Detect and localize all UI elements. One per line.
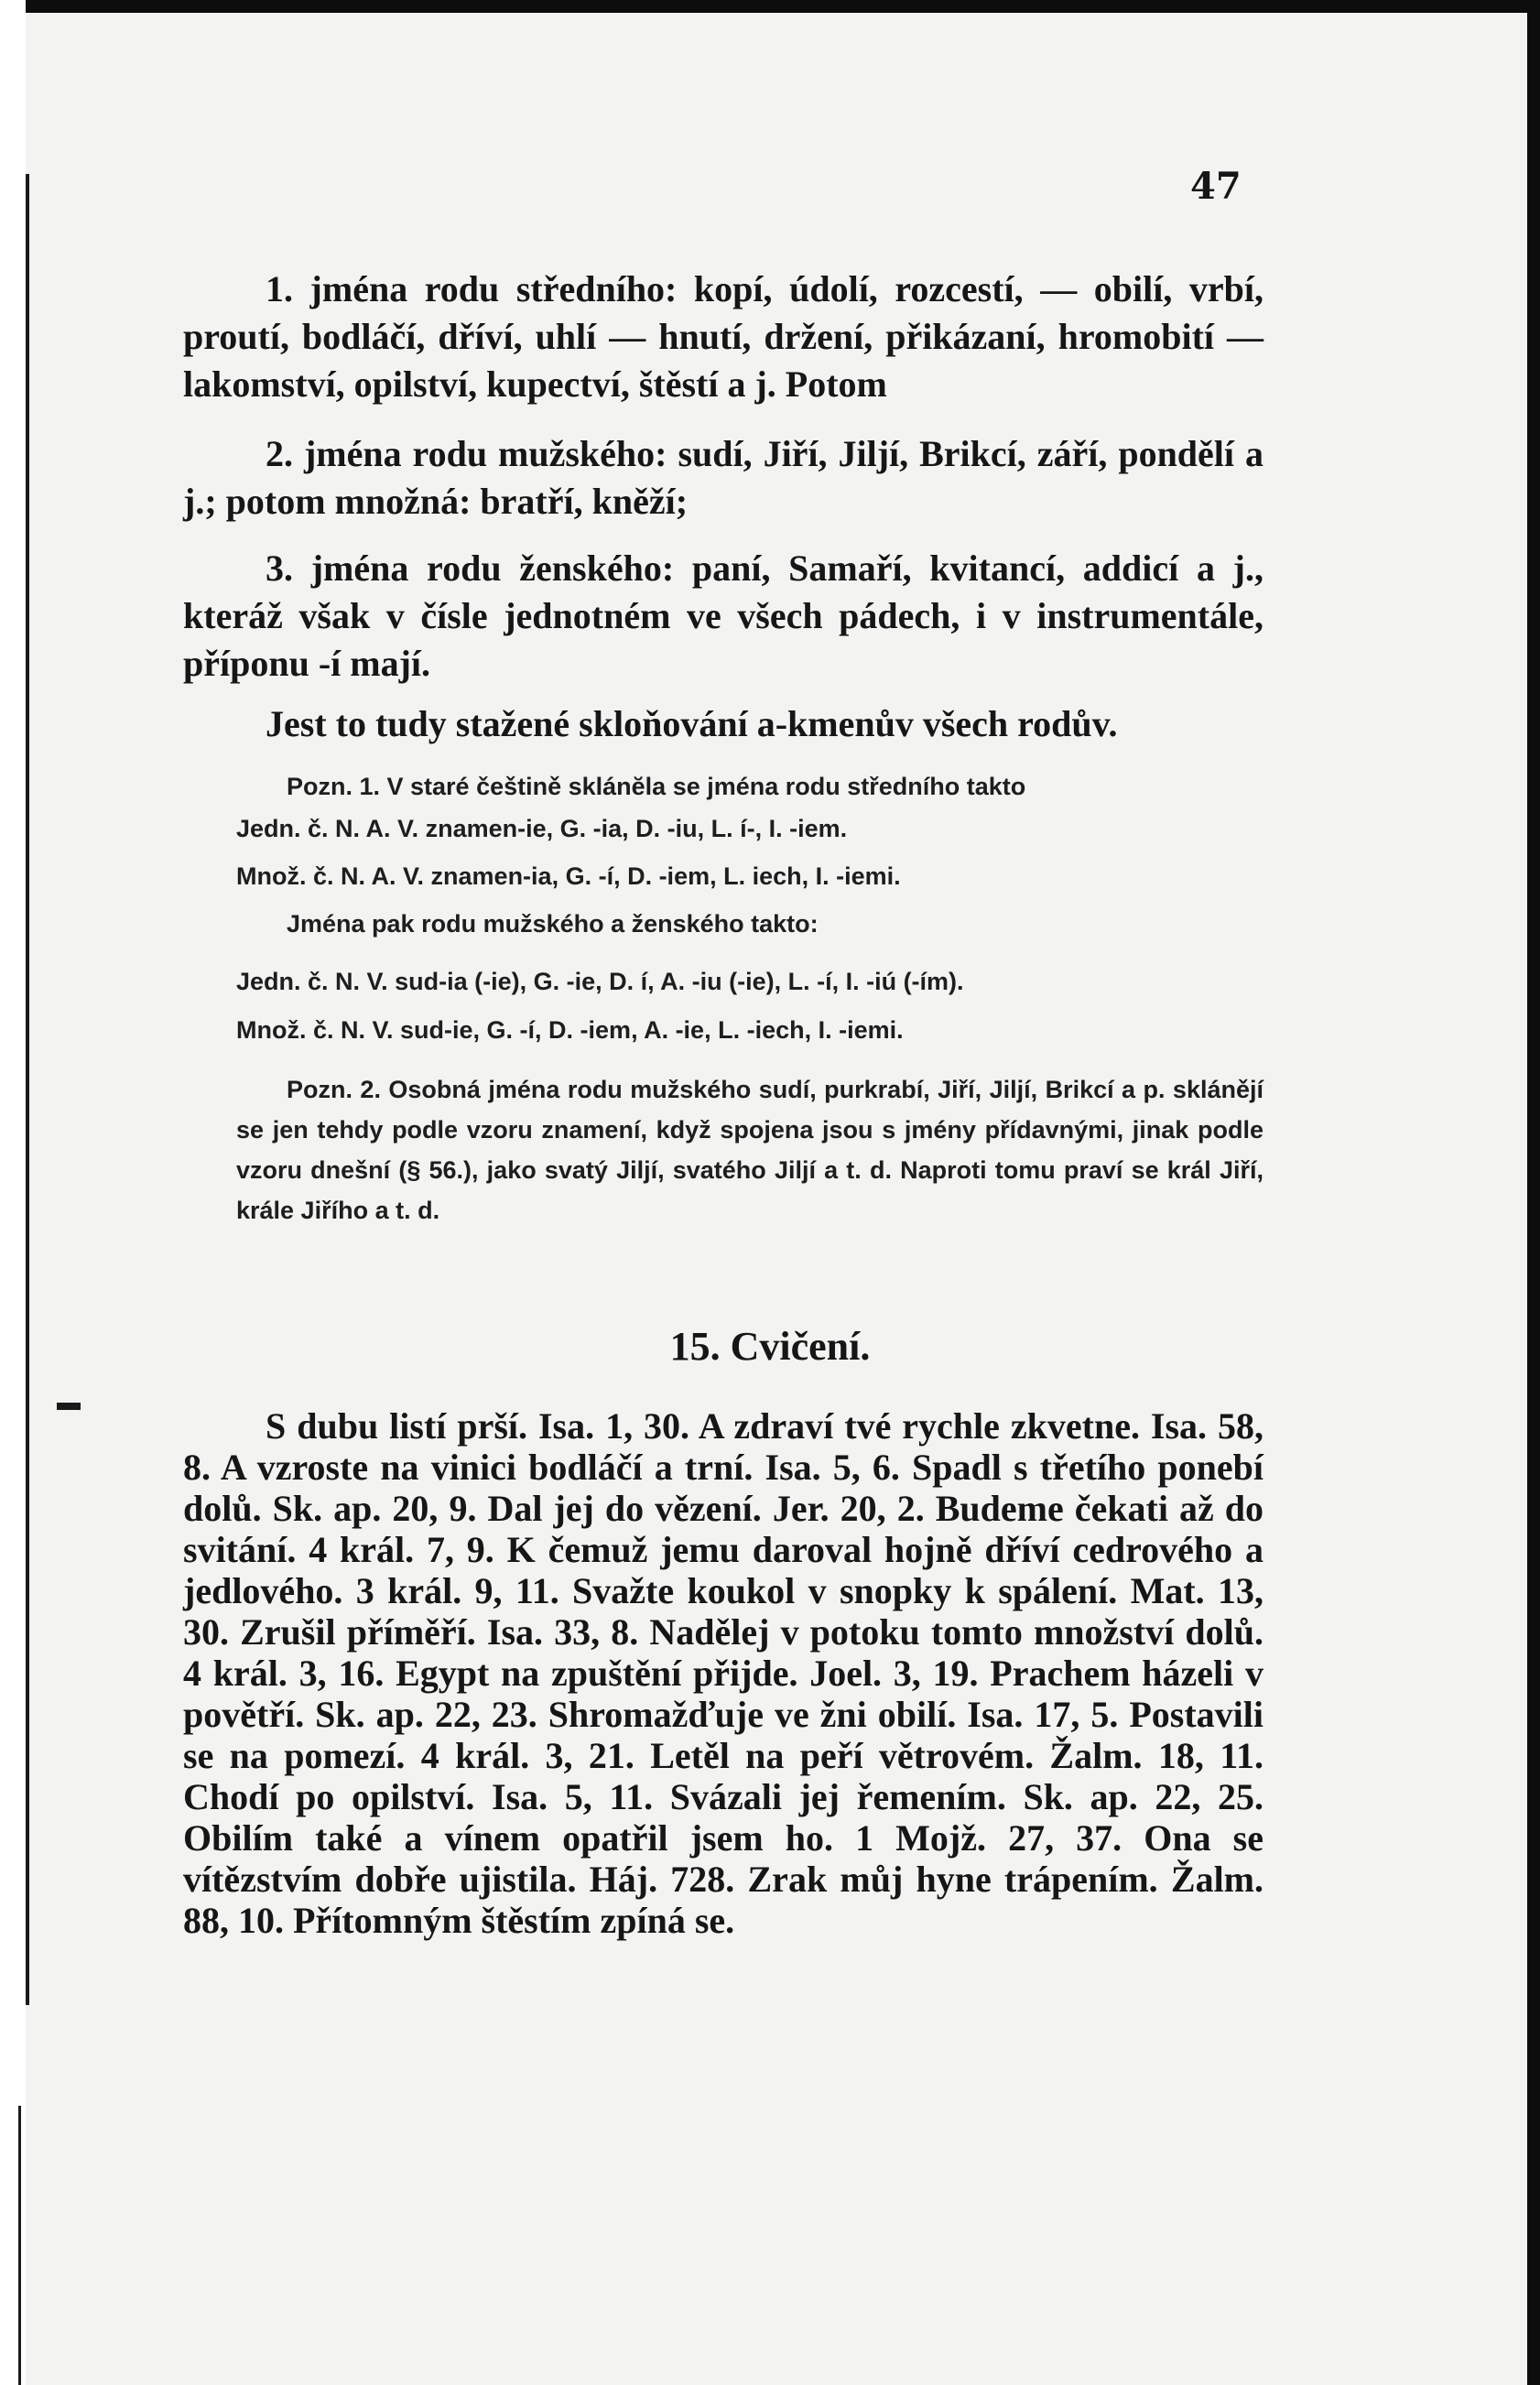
- note1-line: Jména pak rodu mužského a ženského takto:: [287, 910, 819, 938]
- binding-edge: [26, 174, 29, 2005]
- item-masculine-nouns: 2. jména rodu mužského: sudí, Jiří, Jiljí, Brikcí, září, pondělí a j.; potom množná: bratří, kněží;: [183, 433, 1263, 522]
- margin-mark: [57, 1403, 81, 1410]
- summary-line: Jest to tudy stažené skloňování a-kmenův všech rodův.: [266, 703, 1118, 744]
- section-title: 15. Cvičení.: [669, 1324, 871, 1369]
- binding-edge-lower: [18, 2106, 21, 2385]
- item-feminine-nouns: 3. jména rodu ženského: paní, Samaří, kvitancí, addicí a j., kteráž však v čísle jednotném ve všech pádech, i v instrumentále, příponu -í mají.: [183, 547, 1263, 684]
- scan-left-margin: [0, 0, 26, 2385]
- scan-top-border: [0, 0, 1540, 13]
- scan-right-border: [1527, 0, 1540, 2385]
- note2: Pozn. 2. Osobná jména rodu mužského sudí, purkrabí, Jiří, Jiljí, Brikcí a p. sklánějí se jen tehdy podle vzoru znamení, když spojena jsou s jmény přídavnými, jinak podle vzoru dnešní (§ 56.), jako svatý Jiljí, svatého Jiljí a t. d. Naproti tomu praví se král Jiří, krále Jiřího a t. d.: [236, 1076, 1263, 1224]
- note1-line: Množ. č. N. A. V. znamen-ia, G. -í, D. -iem, L. iech, I. -iemi.: [236, 862, 901, 890]
- page-number: 47: [1190, 165, 1242, 208]
- note1-line: Jedn. č. N. V. sud-ia (-ie), G. -ie, D. í, A. -iu (-ie), L. -í, I. -iú (-ím).: [236, 968, 964, 995]
- exercise-text: S dubu listí prší. Isa. 1, 30. A zdraví tvé rychle zkvetne. Isa. 58, 8. A vzroste na vinici bodláčí a trní. Isa. 5, 6. Spadl s třetího ponebí dolů. Sk. ap. 20, 9. Dal jej do vězení. Jer. 20, 2. Budeme čekati až do svitání. 4 král. 7, 9. K čemuž jemu daroval hojně dříví cedrového a jedlového. 3 král. 9, 11. Svažte koukol v snopky k spálení. Mat. 13, 30. Zrušil příměří. Isa. 33, 8. Nadělej v potoku tomto množství dolů. 4 král. 3, 16. Egypt na zpuštění přijde. Joel. 3, 19. Prachem házeli v povětří. Sk. ap. 22, 23. Shromažďuje ve žni obilí. Isa. 17, 5. Postavili se na pomezí. 4 král. 3, 21. Letěl na peří větrovém. Žalm. 18, 11. Chodí po opilství. Isa. 5, 11. Svázali jej řemením. Sk. ap. 22, 25. Obilím také a vínem opatřil jsem ho. 1 Mojž. 27, 37. Ona se vítězstvím dobře ujistila. Háj. 728. Zrak můj hyne trápením. Žalm. 88, 10. Přítomným štěstím zpíná se.: [183, 1405, 1263, 1941]
- note1-line: Jedn. č. N. A. V. znamen-ie, G. -ia, D. -iu, L. í-, I. -iem.: [236, 815, 848, 842]
- note1-line: Množ. č. N. V. sud-ie, G. -í, D. -iem, A. -ie, L. -iech, I. -iemi.: [236, 1016, 904, 1044]
- item-neuter-nouns: 1. jména rodu středního: kopí, údolí, rozcestí, — obilí, vrbí, proutí, bodláčí, dříví, uhlí — hnutí, držení, přikázaní, hromobití — lakomství, opilství, kupectví, štěstí a j. Potom: [183, 268, 1263, 405]
- note1-title: Pozn. 1. V staré češtině sklánĕla se jména rodu středního takto: [287, 773, 1026, 800]
